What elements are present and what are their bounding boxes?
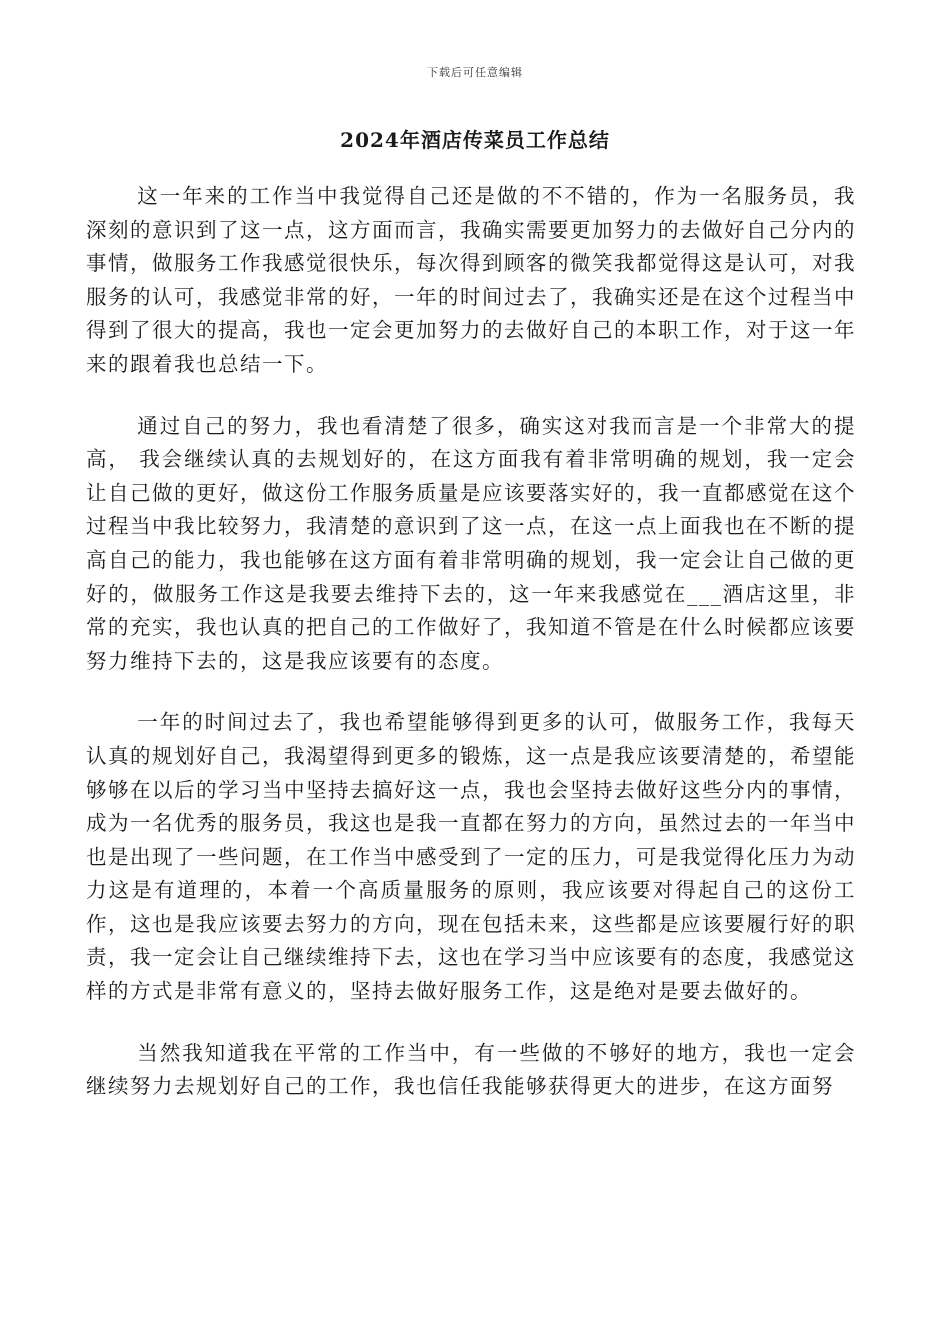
paragraph-4: 当然我知道我在平常的工作当中，有一些做的不够好的地方，我也一定会继续努力去规划好自己的工作，我也信任我能够获得更大的进步，在这方面努 bbox=[86, 1040, 856, 1099]
paragraph-1: 这一年来的工作当中我觉得自己还是做的不不错的，作为一名服务员，我深刻的意识到了这一点，这方面而言，我确实需要更加努力的去做好自己分内的事情，做服务工作我感觉很快乐，每次得到顾客的微笑我都觉得这是认可，对我服务的认可，我感觉非常的好，一年的时间过去了，我确实还是在这个过程当中得到了很大的提高，我也一定会更加努力的去做好自己的本职工作，对于这一年来的跟着我也总结一下。 bbox=[86, 184, 856, 376]
paragraph-3: 一年的时间过去了，我也希望能够得到更多的认可，做服务工作，我每天认真的规划好自己，我渴望得到更多的锻炼，这一点是我应该要清楚的，希望能够够在以后的学习当中坚持去搞好这一点，我也会坚持去做好这些分内的事情，成为一名优秀的服务员，我这也是我一直都在努力的方向，虽然过去的一年当中也是出现了一些问题，在工作当中感受到了一定的压力，可是我觉得化压力为动力这是有道理的，本着一个高质量服务的原则，我应该要对得起自己的这份工作，这也是我应该要去努力的方向，现在包括未来，这些都是应该要履行好的职责，我一定会让自己继续维持下去，这也在学习当中应该要有的态度，我感觉这样的方式是非常有意义的，坚持去做好服务工作，这是绝对是要去做好的。 bbox=[86, 710, 856, 1004]
document-title: 2024年酒店传菜员工作总结 bbox=[340, 128, 610, 152]
paragraph-2: 通过自己的努力，我也看清楚了很多，确实这对我而言是一个非常大的提高， 我会继续认真的去规划好的，在这方面我有着非常明确的规划，我一定会让自己做的更好，做这份工作服务质量是应该要落实好的，我一直都感觉在这个过程当中我比较努力，我清楚的意识到了这一点，在这一点上面我也在不断的提高自己的能力，我也能够在这方面有着非常明确的规划，我一定会让自己做的更好的，做服务工作这是我要去维持下去的，这一年来我感觉在___酒店这里，非常的充实，我也认真的把自己的工作做好了，我知道不管是在什么时候都应该要努力维持下去的，这是我应该要有的态度。 bbox=[86, 413, 856, 673]
header-note: 下载后可任意编辑 bbox=[427, 66, 523, 79]
document-body bbox=[86, 180, 856, 1132]
